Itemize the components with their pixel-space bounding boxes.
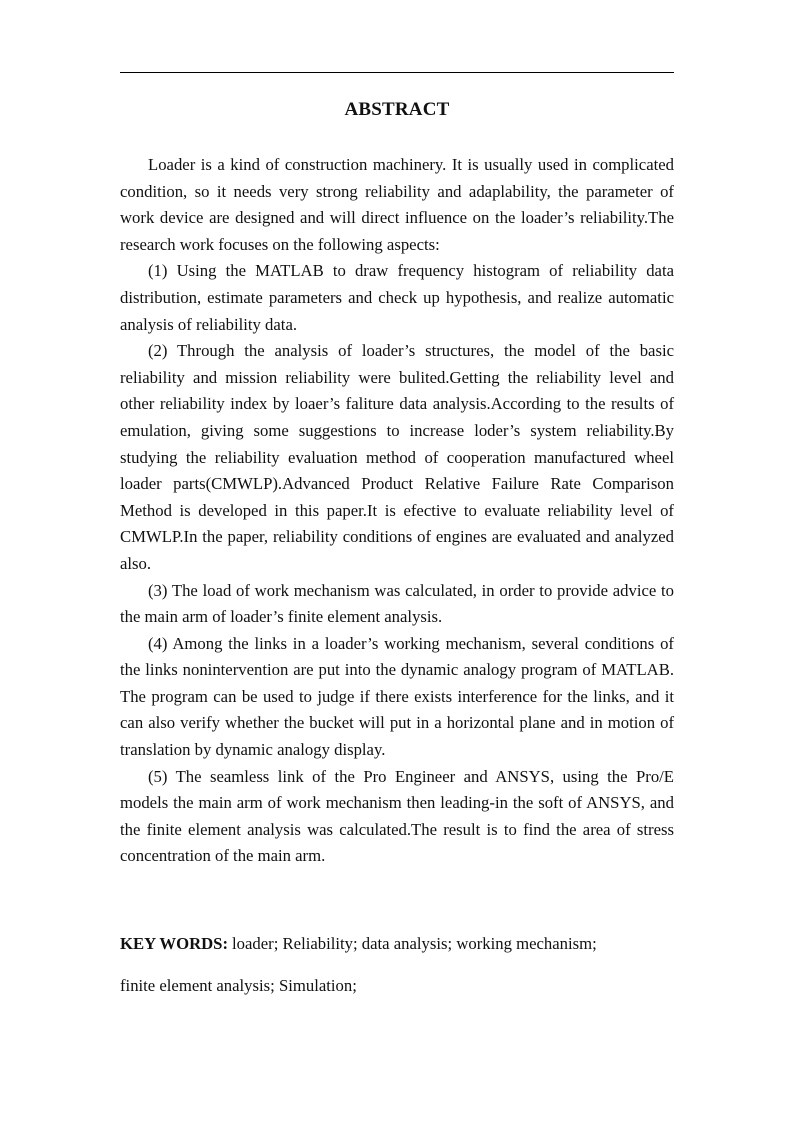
keywords-line-1 — [120, 931, 674, 957]
paragraph-item-2: (2) Through the analysis of loader’s structures, the model of the basic reliability and mission reliability were bulited.Getting the reliability level and other reliability index by loaer’s faliture data analysis.According to the results of emulation, giving some suggestions to increase loder’s system reliability.By studying the reliability evaluation method of cooperation manufactured wheel loader parts(CMWLP).Advanced Product Relative Failure Rate Comparison Method is developed in this paper.It is efective to evaluate reliability level of CMWLP.In the paper, reliability conditions of engines are evaluated and analyzed also. — [120, 341, 674, 573]
paragraph-item-4: (4) Among the links in a loader’s working mechanism, several conditions of the links nonintervention are put into the dynamic analogy program of MATLAB. The program can be used to judge if there exists interference for the links, and it can also verify whether the bucket will put in a horizontal plane and in motion of translation by dynamic analogy display. — [120, 633, 674, 760]
keywords-text-1: loader; Reliability; data analysis; working mechanism; — [232, 934, 597, 953]
paragraph-intro: Loader is a kind of construction machinery. It is usually used in complicated condition, so it needs very strong reliability and adaplability, the parameter of work device are designed and will direct influence on the loader’s reliability.The research work focuses on the following aspects: — [120, 155, 674, 254]
paragraph-item-1: (1) Using the MATLAB to draw frequency histogram of reliability data distribution, estimate parameters and check up hypothesis, and realize automatic analysis of reliability data. — [120, 261, 674, 334]
keywords-label: KEY WORDS: — [120, 934, 229, 953]
keywords-text-2: finite element analysis; Simulation; — [120, 976, 357, 995]
header-rule — [120, 72, 674, 73]
paragraph-item-3: (3) The load of work mechanism was calculated, in order to provide advice to the main arm of loader’s finite element analysis. — [120, 580, 674, 627]
abstract-title: ABSTRACT — [344, 99, 450, 120]
paragraph-item-5: (5) The seamless link of the Pro Engineer and ANSYS, using the Pro/E models the main arm of work mechanism then leading-in the soft of ANSYS, and the finite element analysis was calculated.The result is to find the area of stress concentration of the main arm. — [120, 766, 674, 866]
abstract-body — [120, 152, 674, 870]
keywords-line-2 — [120, 973, 674, 999]
